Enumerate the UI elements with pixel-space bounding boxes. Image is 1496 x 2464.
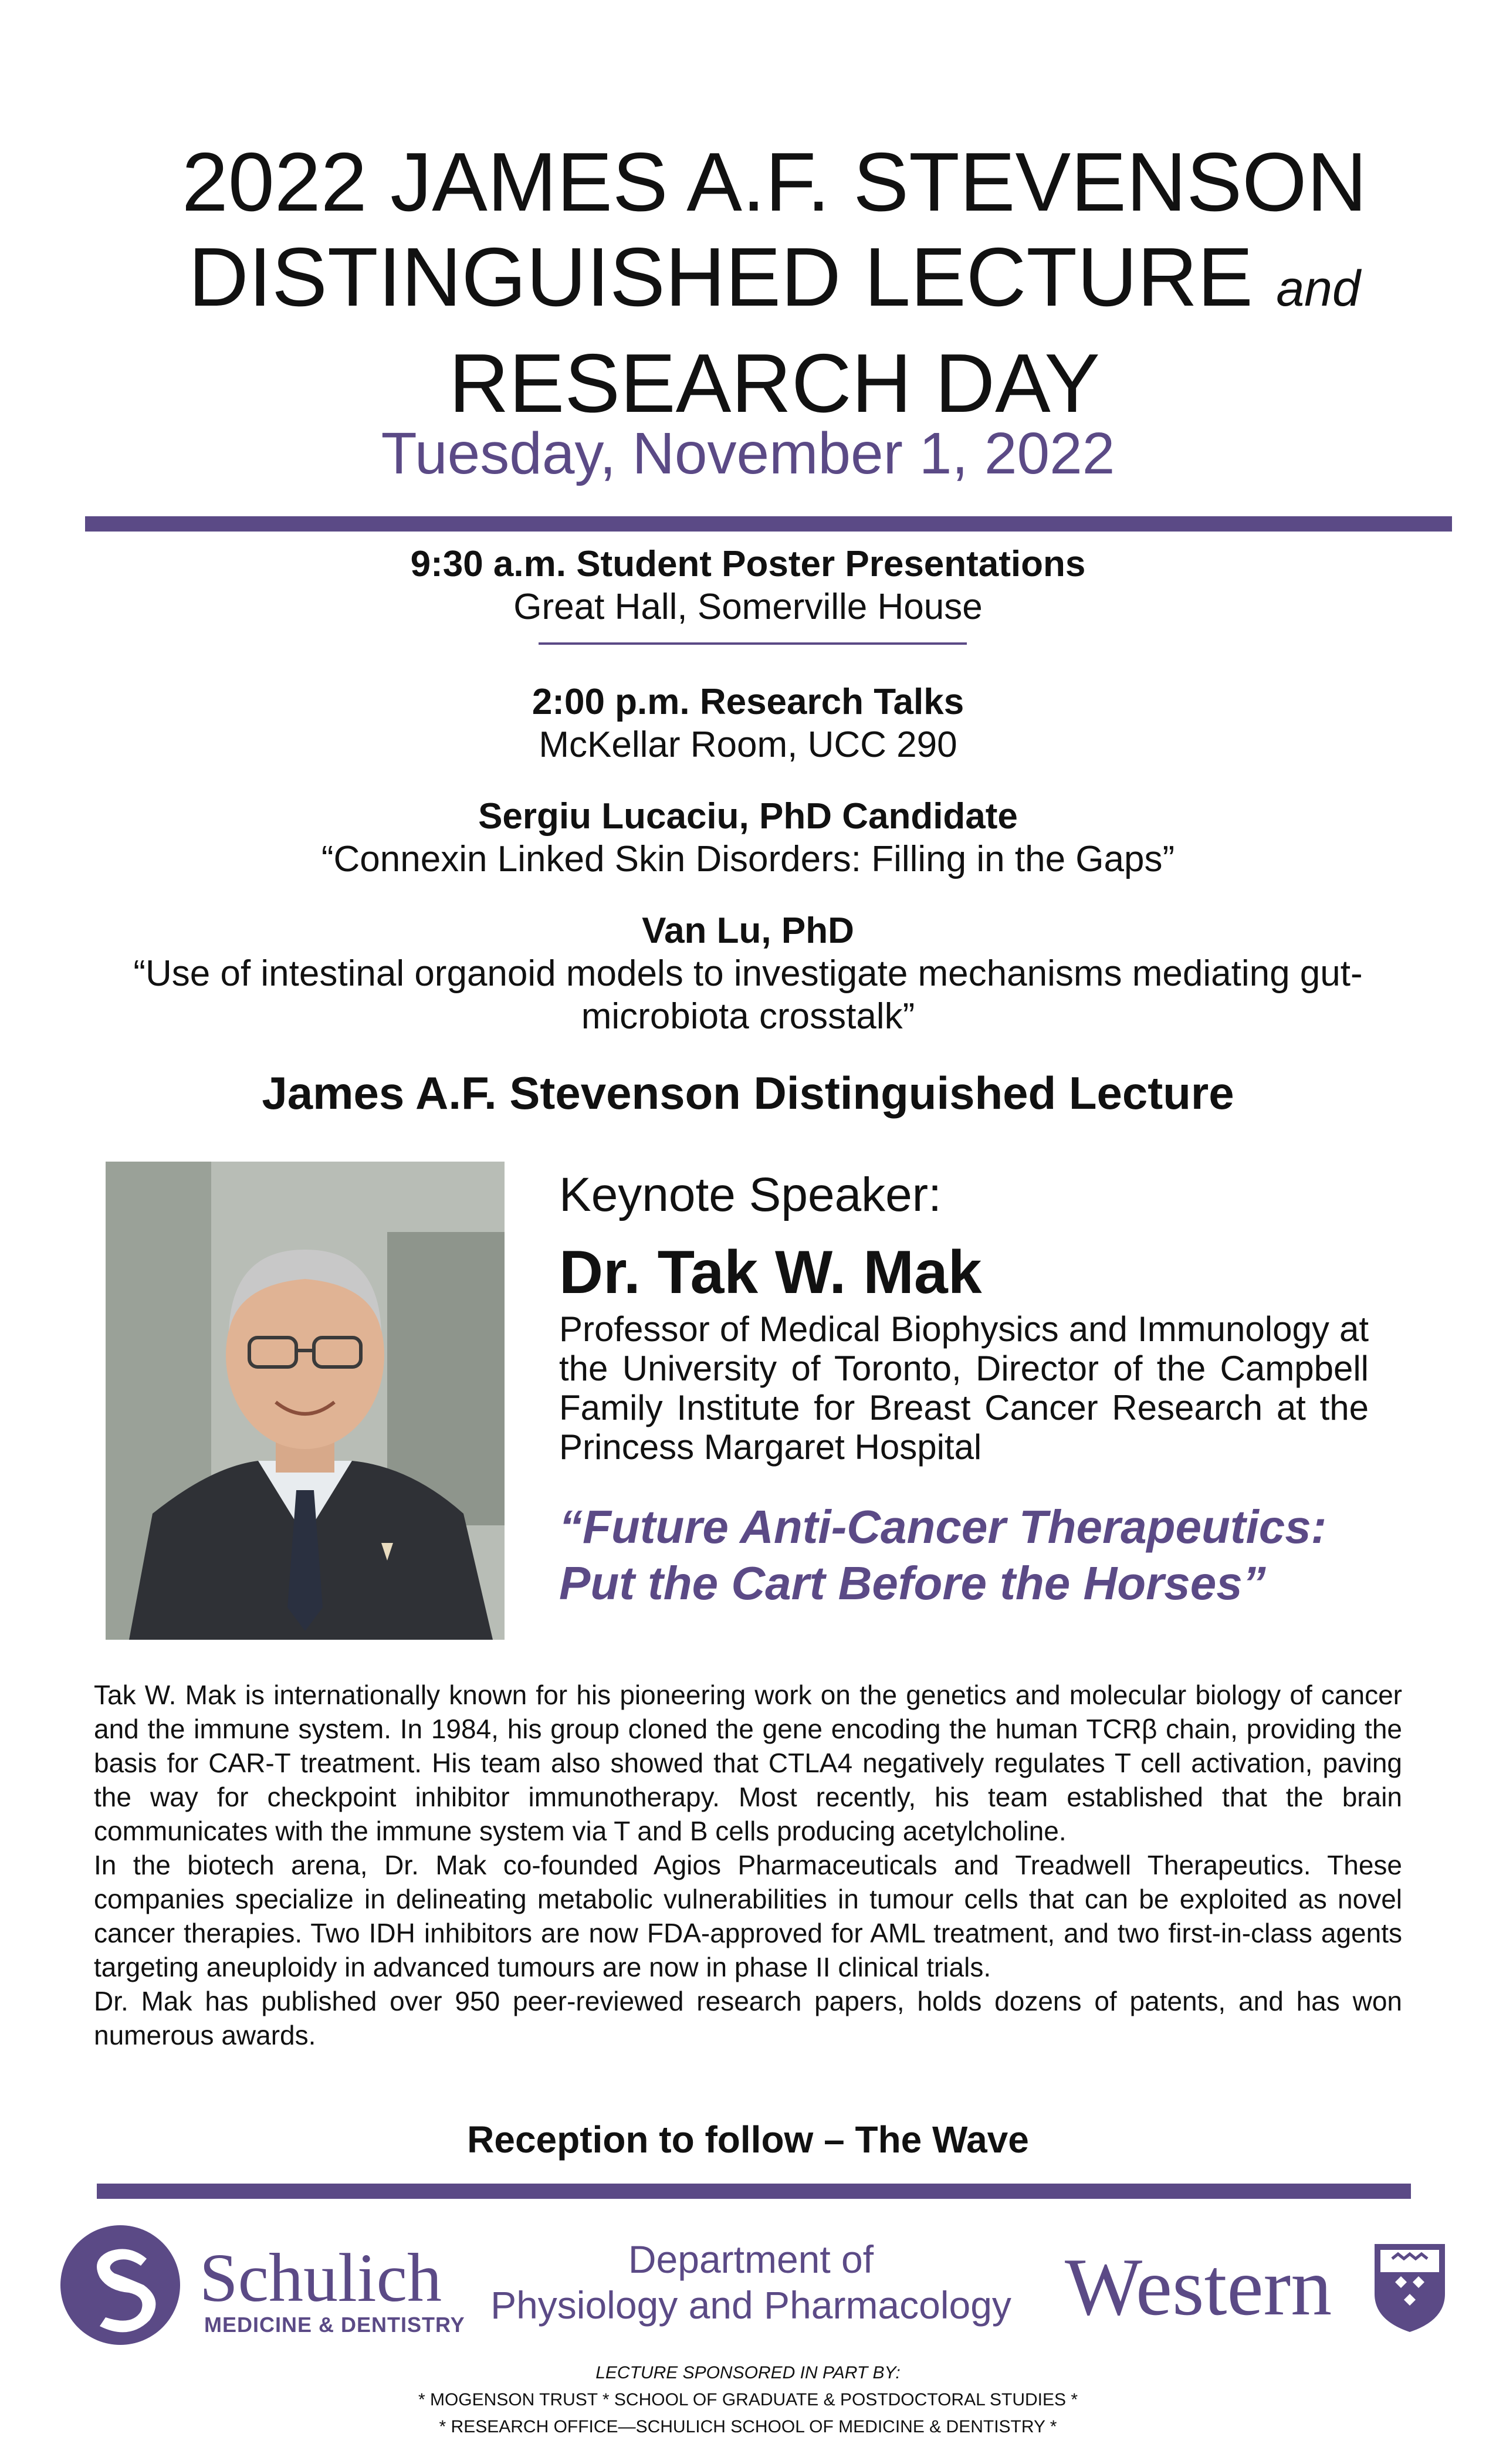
department-line-1: Department of — [628, 2238, 874, 2281]
speaker-1-name: Sergiu Lucaciu, PhD Candidate — [478, 796, 1018, 837]
schedule-divider — [539, 642, 967, 645]
bio-paragraph-1: Tak W. Mak is internationally known for his pioneering work on the genetics and molecular biology of cancer and the immune system. In 1984, his group cloned the gene encoding the human TCRβ chain, providing the basis for CAR-T treatment. His team also showed that CTLA4 negatively regulates T cell activation, paving the way for checkpoint inhibitor immunotherapy. Most recently, his team established that the brain communicates with the immune system via T and B cells producing acetylcholine. — [94, 1680, 1402, 1846]
keynote-talk-title — [559, 1499, 1380, 1612]
schulich-subtitle: MEDICINE & DENTISTRY — [204, 2313, 465, 2337]
keynote-speaker-affiliation: Professor of Medical Biophysics and Immunology at the University of Toronto, Director of the Campbell Family Institute for Breast Cancer Research at the Princess Margaret Hospital — [559, 1309, 1369, 1467]
title-line-2 — [170, 230, 1379, 336]
keynote-speaker-name: Dr. Tak W. Mak — [559, 1238, 982, 1307]
reception-note: Reception to follow – The Wave — [467, 2118, 1029, 2161]
title-and: and — [1276, 260, 1360, 317]
title-line-3: RESEARCH DAY — [449, 337, 1100, 430]
poster-session-location: Great Hall, Somerville House — [513, 587, 983, 627]
title-line-1: 2022 JAMES A.F. STEVENSON — [181, 136, 1368, 229]
keynote-label: Keynote Speaker: — [559, 1168, 942, 1221]
speaker-2-name: Van Lu, PhD — [642, 911, 854, 951]
speaker-2-talk-title-line-2: microbiota crosstalk” — [581, 996, 915, 1037]
speaker-2-talk-title-line-1: “Use of intestinal organoid models to investigate mechanisms mediating gut- — [133, 953, 1363, 994]
poster-session-time: 9:30 a.m. Student Poster Presentations — [410, 544, 1086, 584]
lecture-heading: James A.F. Stevenson Distinguished Lecture — [262, 1067, 1234, 1119]
research-talks-time: 2:00 p.m. Research Talks — [532, 682, 964, 722]
bio-paragraph-2: In the biotech arena, Dr. Mak co-founded Agios Pharmaceuticals and Treadwell Therapeutics. These companies specialize in delineating metabolic vulnerabilities in tumour cells that can be exploited as novel cancer therapies. Two IDH inhibitors are now FDA-approved for AML treatment, and two first-in-class agents targeting aneuploidy in advanced tumours are now in phase II clinical trials. — [94, 1850, 1402, 1982]
schulich-logo-icon — [59, 2223, 182, 2347]
speaker-photo — [106, 1162, 505, 1640]
footer-divider — [97, 2184, 1411, 2199]
speaker-portrait-illustration — [106, 1162, 505, 1640]
western-wordmark: Western — [1065, 2242, 1332, 2333]
title-line-2-text: DISTINGUISHED LECTURE — [188, 231, 1253, 324]
speaker-biography — [94, 1678, 1402, 2052]
header-divider — [85, 516, 1452, 532]
speaker-1-talk-title: “Connexin Linked Skin Disorders: Filling in the Gaps” — [321, 839, 1175, 879]
sponsor-heading: LECTURE SPONSORED IN PART BY: — [595, 2363, 901, 2382]
sponsor-line-2: * RESEARCH OFFICE—SCHULICH SCHOOL OF MEDICINE & DENTISTRY * — [439, 2417, 1057, 2436]
keynote-talk-title-line-1: “Future Anti-Cancer Therapeutics: — [559, 1501, 1327, 1553]
department-line-2: Physiology and Pharmacology — [490, 2283, 1011, 2327]
event-date: Tuesday, November 1, 2022 — [381, 421, 1115, 486]
western-crest-icon — [1372, 2241, 1448, 2335]
keynote-talk-title-line-2: Put the Cart Before the Horses” — [559, 1557, 1266, 1609]
schulich-wordmark: Schulich — [199, 2239, 442, 2316]
event-title — [170, 135, 1379, 431]
research-talks-location: McKellar Room, UCC 290 — [539, 725, 957, 765]
department-name — [463, 2236, 1038, 2328]
bio-paragraph-3: Dr. Mak has published over 950 peer-reviewed research papers, holds dozens of patents, and has won numerous awards. — [94, 1986, 1402, 2050]
sponsor-line-1: * MOGENSON TRUST * SCHOOL OF GRADUATE & POSTDOCTORAL STUDIES * — [418, 2390, 1078, 2409]
